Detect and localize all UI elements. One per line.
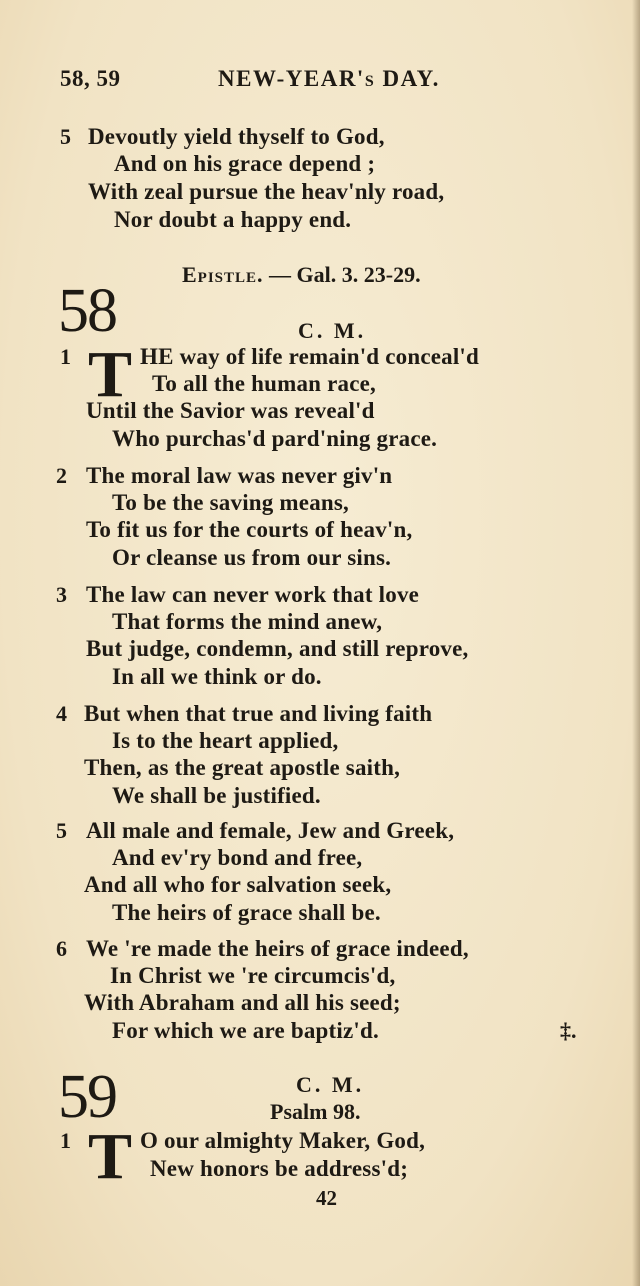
verse-number: 5 bbox=[60, 124, 71, 149]
verse-line: To be the saving means, bbox=[112, 490, 349, 515]
verse-line: Until the Savior was reveal'd bbox=[86, 398, 375, 423]
hymn-number: 58 bbox=[58, 277, 116, 345]
verse-line: Or cleanse us from our sins. bbox=[112, 545, 392, 570]
verse-line: And all who for salvation seek, bbox=[84, 872, 392, 897]
verse-number: 1 bbox=[60, 344, 71, 369]
verse-line: Nor doubt a happy end. bbox=[114, 207, 352, 232]
verse-number: 1 bbox=[60, 1128, 71, 1153]
verse-line: Who purchas'd pard'ning grace. bbox=[112, 426, 438, 451]
verse-line: And on his grace depend ; bbox=[114, 151, 376, 176]
verse-line: That forms the mind anew, bbox=[112, 609, 383, 634]
epistle-label: Epistle. bbox=[182, 262, 264, 287]
verse-line: New honors be address'd; bbox=[150, 1156, 409, 1181]
verse-line: Devoutly yield thyself to God, bbox=[88, 124, 385, 149]
verse-line: But when that true and living faith bbox=[84, 701, 433, 726]
verse-line: And ev'ry bond and free, bbox=[112, 845, 363, 870]
verse-number: 4 bbox=[56, 701, 67, 726]
verse-line: Then, as the great apostle saith, bbox=[84, 755, 401, 780]
verse-line: The moral law was never giv'n bbox=[86, 463, 393, 488]
verse-number: 5 bbox=[56, 818, 67, 843]
verse-line: With Abraham and all his seed; bbox=[84, 990, 401, 1015]
header-hymn-numbers: 58, 59 bbox=[60, 66, 121, 91]
verse-line: The heirs of grace shall be. bbox=[112, 900, 381, 925]
verse-line: We shall be justified. bbox=[112, 783, 321, 808]
verse-line: All male and female, Jew and Greek, bbox=[86, 818, 455, 843]
verse-line: For which we are baptiz'd. bbox=[112, 1018, 379, 1043]
verse-line: HE way of life remain'd conceal'd bbox=[140, 344, 480, 369]
verse-number: 2 bbox=[56, 463, 67, 488]
page-edge-shadow bbox=[632, 0, 640, 1286]
meter-label: C. M. bbox=[298, 318, 367, 343]
meter-label: C. M. bbox=[296, 1072, 365, 1097]
end-mark: ‡. bbox=[560, 1018, 577, 1043]
verse-line: The law can never work that love bbox=[86, 582, 420, 607]
page-number: 42 bbox=[316, 1186, 337, 1210]
psalm-reference: Psalm 98. bbox=[270, 1099, 361, 1124]
epistle-citation: — Gal. 3. 23-29. bbox=[269, 262, 421, 287]
verse-line: In all we think or do. bbox=[112, 664, 322, 689]
verse-line: With zeal pursue the heav'nly road, bbox=[88, 179, 445, 204]
verse-line: But judge, condemn, and still reprove, bbox=[86, 636, 469, 661]
drop-cap: T bbox=[88, 1120, 133, 1193]
verse-number: 3 bbox=[56, 582, 67, 607]
epistle-reference bbox=[182, 262, 421, 288]
header-title: NEW-YEAR's DAY. bbox=[218, 66, 440, 91]
drop-cap: T bbox=[88, 338, 133, 411]
verse-line: Is to the heart applied, bbox=[112, 728, 339, 753]
verse-line: We 're made the heirs of grace indeed, bbox=[86, 936, 469, 961]
verse-line: To all the human race, bbox=[152, 371, 376, 396]
verse-line: To fit us for the courts of heav'n, bbox=[86, 517, 413, 542]
verse-line: O our almighty Maker, God, bbox=[140, 1128, 426, 1153]
hymn-number: 59 bbox=[58, 1063, 116, 1131]
verse-line: In Christ we 're circumcis'd, bbox=[110, 963, 396, 988]
verse-number: 6 bbox=[56, 936, 67, 961]
